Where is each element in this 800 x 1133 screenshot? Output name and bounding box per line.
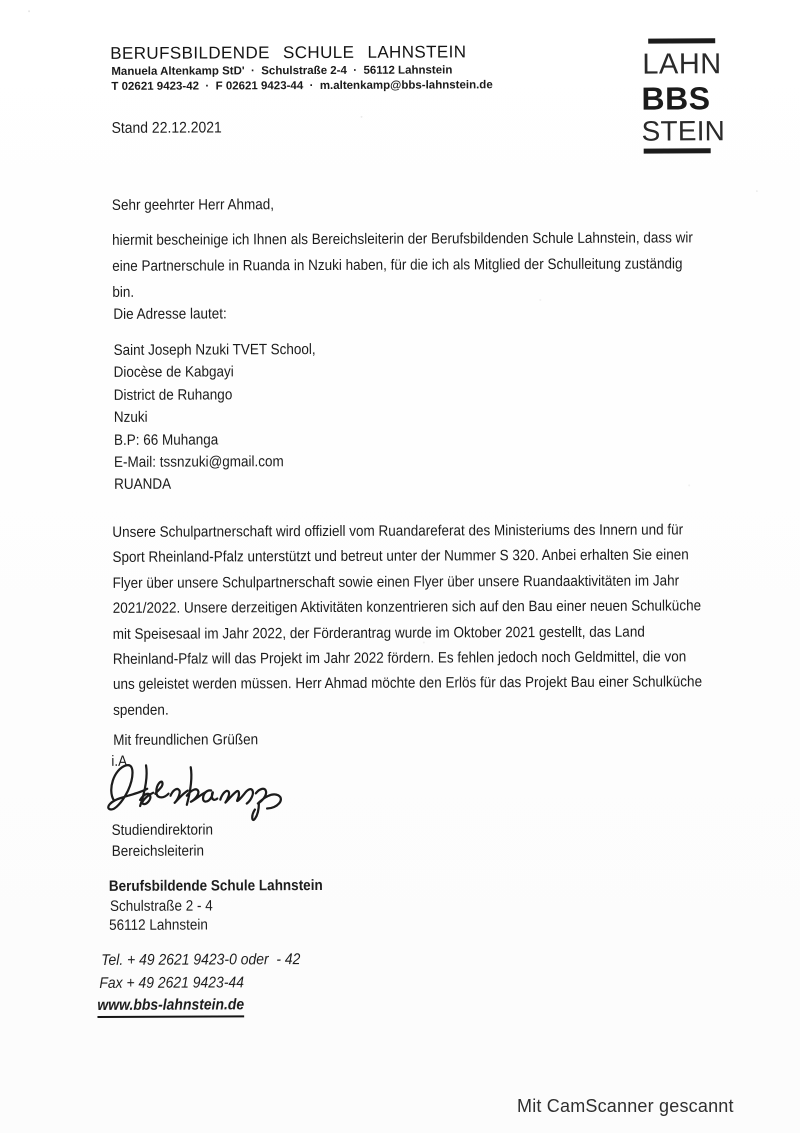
logo-text-lahn: LAHN bbox=[642, 48, 722, 81]
salutation: Sehr geehrter Herr Ahmad, bbox=[111, 196, 275, 214]
address-line: E-Mail: tssnzuki@gmail.com bbox=[114, 453, 284, 471]
footer-telephone: Tel. + 49 2621 9423-0 oder - 42 bbox=[101, 951, 301, 969]
address-line: District de Ruhango bbox=[113, 386, 233, 404]
letterhead-school-name: BERUFSBILDENDE SCHULE LAHNSTEIN bbox=[110, 42, 467, 63]
address-intro: Die Adresse lautet: bbox=[113, 305, 227, 323]
paragraph-2 bbox=[112, 517, 702, 723]
paragraph-line: 2021/2022. Unsere derzeitigen Aktivitäten konzentrieren sich auf den Bau einer neuen Schulküche bbox=[112, 597, 702, 618]
address-line: B.P: 66 Muhanga bbox=[113, 431, 219, 449]
address-block bbox=[114, 339, 317, 497]
closing-greeting: Mit freundlichen Grüßen bbox=[113, 731, 259, 749]
address-line: Nzuki bbox=[113, 408, 148, 427]
paragraph-1 bbox=[112, 225, 693, 306]
camscanner-watermark: Mit CamScanner gescannt bbox=[517, 1096, 734, 1116]
paragraph-line: Flyer über unsere Schulpartnerschaft sowie einen Flyer über unsere Ruandaaktivitäten im Jahr bbox=[112, 572, 680, 592]
paragraph-line: spenden. bbox=[113, 701, 169, 719]
date-line: Stand 22.12.2021 bbox=[111, 119, 222, 137]
paragraph-line: eine Partnerschule in Ruanda in Nzuki haben, für die ich als Mitglied der Schulleitung zuständig bbox=[112, 255, 683, 275]
letterhead-contact-line-2: T 02621 9423-42 · F 02621 9423-44 · m.altenkamp@bbs-lahnstein.de bbox=[111, 79, 493, 93]
paragraph-line: Rheinland-Pfalz will das Projekt im Jahr 2022 fördern. Es fehlen jedoch noch Geldmittel, die von bbox=[112, 648, 687, 668]
logo-text-bbs: BBS bbox=[641, 80, 711, 117]
address-line: RUANDA bbox=[114, 476, 172, 494]
footer-city: 56112 Lahnstein bbox=[109, 916, 208, 934]
address-line: Diocèse de Kabgayi bbox=[113, 363, 234, 382]
signer-titles bbox=[112, 820, 213, 861]
logo-text-stein: STEIN bbox=[641, 115, 726, 147]
logo-top-bar bbox=[648, 38, 715, 43]
footer-website-link: www.bbs-lahnstein.de bbox=[97, 996, 244, 1018]
paragraph-line: Sport Rheinland-Pfalz unterstützt und betreut unter der Nummer S 320. Anbei erhalten Sie einen bbox=[112, 546, 689, 567]
handwritten-signature bbox=[101, 756, 299, 823]
paragraph-line: uns geleistet werden müssen. Herr Ahmad möchte den Erlös für das Projekt Bau einer Schulküche bbox=[112, 673, 703, 694]
address-line: Saint Joseph Nzuki TVET School, bbox=[113, 341, 316, 359]
signer-title-line: Bereichsleiterin bbox=[111, 842, 205, 860]
letterhead-contact-line-1: Manuela Altenkamp StD' · Schulstraße 2-4 · 56112 Lahnstein bbox=[111, 64, 453, 78]
paragraph-line: bin. bbox=[112, 283, 135, 301]
paragraph-line: hiermit bescheinige ich Ihnen als Bereichsleiterin der Berufsbildenden Schule Lahnstein, dass wir bbox=[112, 229, 693, 249]
signer-title-line: Studiendirektorin bbox=[111, 821, 214, 839]
footer-school-name: Berufsbildende Schule Lahnstein bbox=[108, 876, 323, 895]
footer-street: Schulstraße 2 - 4 bbox=[109, 897, 213, 915]
footer-fax: Fax + 49 2621 9423-44 bbox=[99, 974, 245, 992]
paragraph-line: Unsere Schulpartnerschaft wird offiziell vom Ruandareferat des Ministeriums des Innern und für bbox=[112, 521, 684, 541]
closing-ia-prefix: i.A. bbox=[111, 752, 131, 770]
logo-bottom-bar bbox=[644, 148, 711, 153]
paragraph-line: mit Speisesaal im Jahr 2022, der Förderantrag wurde im Oktober 2021 gestellt, das Land bbox=[112, 623, 645, 643]
